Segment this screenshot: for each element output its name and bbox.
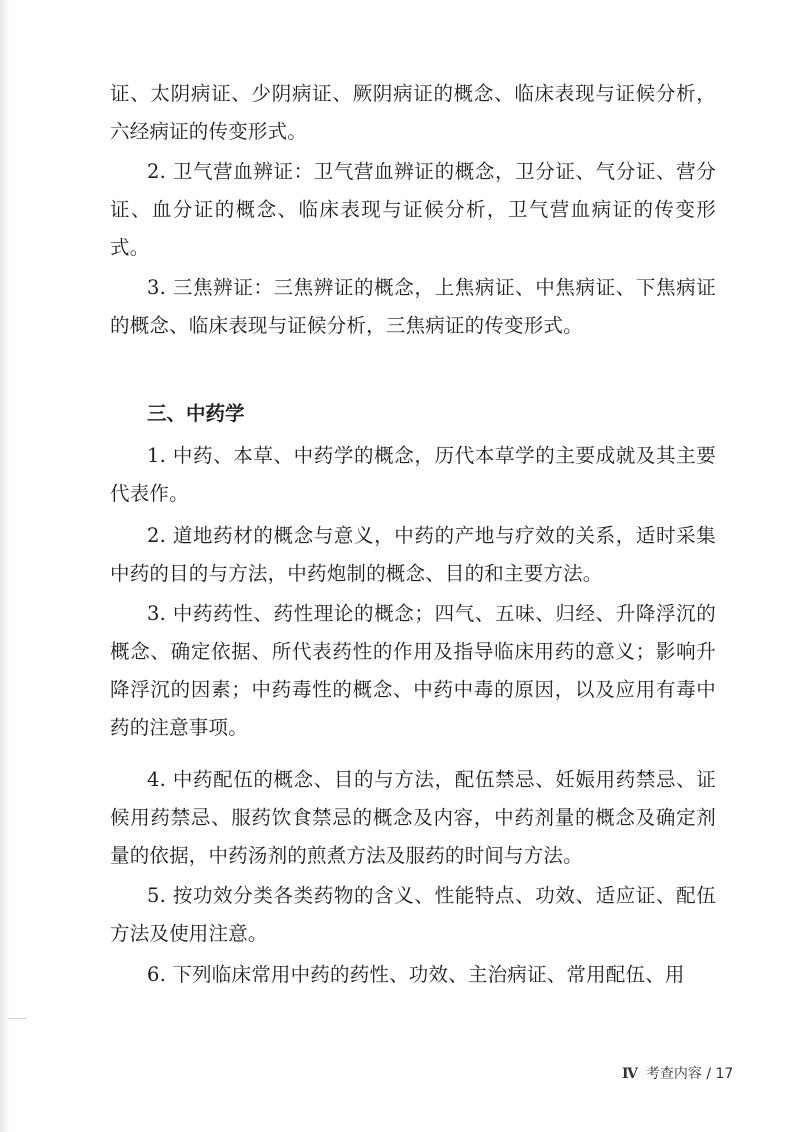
footer-section-number: Ⅳ <box>622 1066 638 1082</box>
paragraph-item-6: 6. 下列临床常用中药的药性、功效、主治病证、常用配伍、用 <box>147 963 685 986</box>
footer-page-label: 考查内容 / 17 <box>645 1066 734 1082</box>
section-heading-pharmacology: 三、中药学 <box>147 402 245 425</box>
paragraph-weiqi-yingxue: 2. 卫气营血辨证：卫气营血辨证的概念，卫分证、气分证、营分证、血分证的概念、临床表现与证候分析，卫气营血病证的传变形式。 <box>110 160 716 259</box>
paragraph-item-5: 5. 按功效分类各类药物的含义、性能特点、功效、适应证、配伍方法及使用注意。 <box>110 884 716 945</box>
paragraph-item-3: 3. 中药药性、药性理论的概念；四气、五味、归经、升降浮沉的概念、确定依据、所代表药性的作用及指导临床用药的意义；影响升降浮沉的因素；中药毒性的概念、中药中毒的原因，以及应用有毒中药的注意事项。 <box>110 602 716 739</box>
paragraph-syndrome-continued: 证、太阴病证、少阴病证、厥阴病证的概念、临床表现与证候分析，六经病证的传变形式。 <box>110 82 716 143</box>
paragraph-item-4: 4. 中药配伍的概念、目的与方法，配伍禁忌、妊娠用药禁忌、证候用药禁忌、服药饮食禁忌的概念及内容，中药剂量的概念及确定剂量的依据，中药汤剂的煎煮方法及服药的时间与方法。 <box>110 768 716 867</box>
page-footer <box>622 1063 733 1083</box>
scan-mark <box>8 1018 26 1019</box>
paragraph-sanjiao: 3. 三焦辨证：三焦辨证的概念，上焦病证、中焦病证、下焦病证的概念、临床表现与证候分析，三焦病证的传变形式。 <box>110 276 716 337</box>
paragraph-item-1: 1. 中药、本草、中药学的概念，历代本草学的主要成就及其主要代表作。 <box>110 444 716 505</box>
page-edge-shadow <box>0 0 10 1132</box>
paragraph-item-2: 2. 道地药材的概念与意义，中药的产地与疗效的关系，适时采集中药的目的与方法，中药炮制的概念、目的和主要方法。 <box>110 524 716 585</box>
